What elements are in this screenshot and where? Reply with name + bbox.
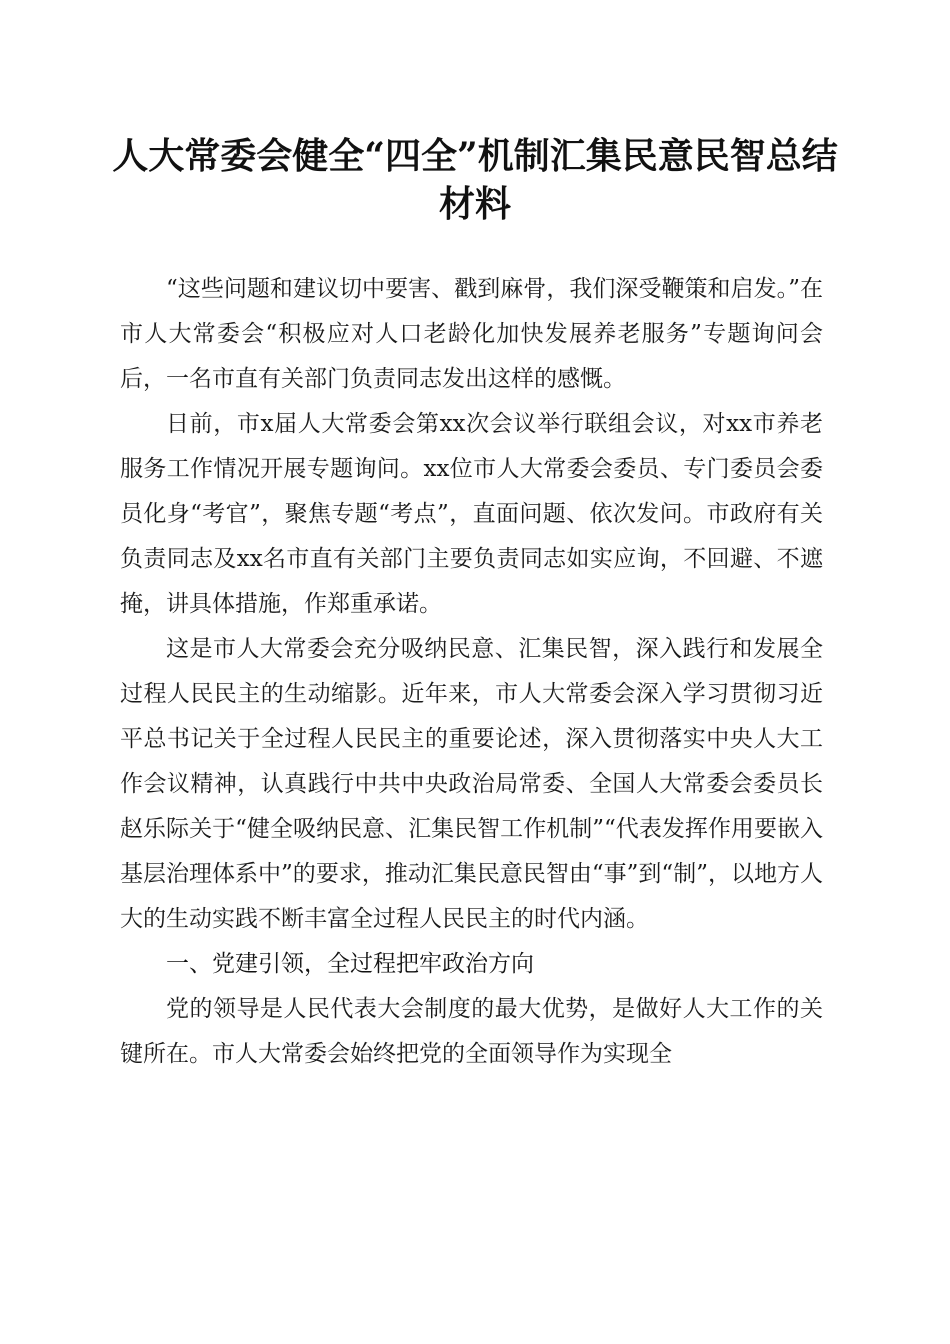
document-body <box>120 267 823 1077</box>
paragraph-intro-quote: “这些问题和建议切中要害、戳到麻骨，我们深受鞭策和启发。”在市人大常委会“积极应对人口老龄化加快发展养老服务”专题询问会后，一名市直有关部门负责同志发出这样的感慨。 <box>120 276 823 392</box>
paragraph-joint-meeting: 日前，市x届人大常委会第xx次会议举行联组会议，对xx市养老服务工作情况开展专题询问。xx位市人大常委会委员、专门委员会委员化身“考官”，聚焦专题“考点”，直面问题、依次发问。市政府有关负责同志及xx名市直有关部门主要负责同志如实应询，不回避、不遮掩，讲具体措施，作郑重承诺。 <box>120 411 823 617</box>
section-heading-party-leadership: 一、党建引领，全过程把牢政治方向 <box>166 951 534 977</box>
paragraph-overview: 这是市人大常委会充分吸纳民意、汇集民智，深入践行和发展全过程人民民主的生动缩影。近年来，市人大常委会深入学习贯彻习近平总书记关于全过程人民民主的重要论述，深入贯彻落实中央人大工作会议精神，认真践行中共中央政治局常委、全国人大常委会委员长赵乐际关于“健全吸纳民意、汇集民智工作机制”“代表发挥作用要嵌入基层治理体系中”的要求，推动汇集民意民智由“事”到“制”，以地方人大的生动实践不断丰富全过程人民民主的时代内涵。 <box>120 636 823 932</box>
paragraph-party-leadership: 党的领导是人民代表大会制度的最大优势，是做好人大工作的关键所在。市人大常委会始终把党的全面领导作为实现全 <box>120 996 823 1067</box>
document-title: 人大常委会健全“四全”机制汇集民意民智总结材料 <box>112 135 838 225</box>
